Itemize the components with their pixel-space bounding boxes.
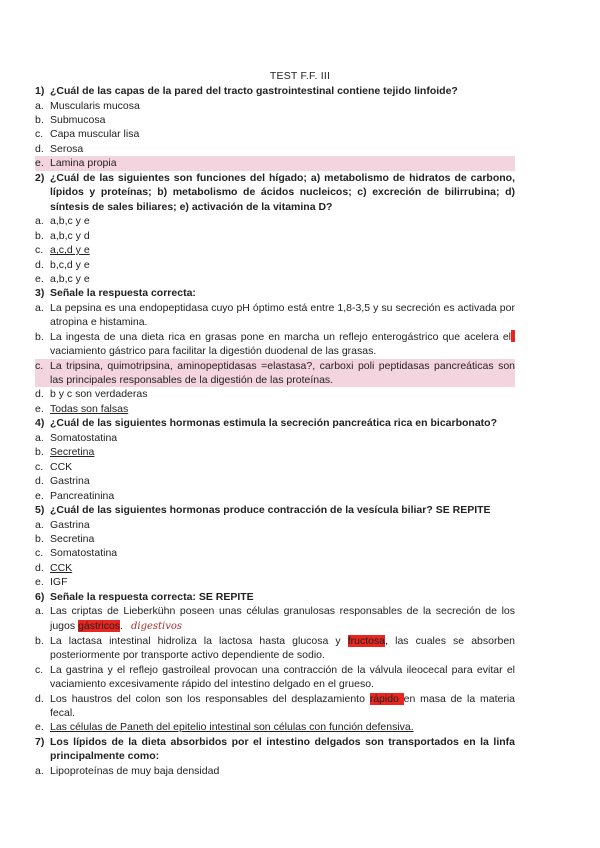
option-text: Secretina — [50, 446, 95, 459]
option-3e — [35, 402, 515, 416]
option-text: La tripsina, quimotripsina, aminopeptidasas =elastasa?, carboxi poli peptidasas pancreáticas son las principales responsables de la digestión de las proteínas. — [50, 359, 515, 387]
question-list — [35, 84, 515, 778]
option-6c — [35, 663, 515, 692]
option-text: CCK — [50, 561, 73, 574]
option-text — [50, 692, 515, 721]
option-4b — [35, 445, 515, 459]
option-4d — [35, 474, 515, 488]
question-7 — [35, 735, 515, 764]
option-2b — [35, 229, 515, 243]
option-letter: a. — [35, 431, 44, 444]
option-letter: e. — [35, 157, 44, 170]
option-1b — [35, 113, 515, 127]
question-text: Señale la respuesta correcta: SE REPITE — [50, 590, 254, 603]
question-text: ¿Cuál de las siguientes hormonas estimula la secreción pancreática rica en bicarbonato? — [50, 417, 497, 430]
option-text: Pancreatinina — [50, 489, 115, 502]
option-5c — [35, 546, 515, 560]
question-text: ¿Cuál de las siguientes son funciones del hígado; a) metabolismo de hidratos de carbono, lípidos y proteínas; b) metabolismo de ácidos nucleicos; c) excreción de bilirrubina; d) síntesis de sales biliares; e) activación de la vitamina D? — [50, 171, 515, 213]
option-3c — [35, 359, 515, 388]
option-letter: d. — [35, 388, 44, 401]
option-text-part: Las criptas de Lieberkühn poseen unas células granulosas responsables de la secreción de los jugos — [50, 605, 515, 632]
option-5a — [35, 518, 515, 532]
question-number: 3) — [35, 287, 45, 300]
option-text: La gastrina y el reflejo gastroileal provocan una contracción de la válvula ileocecal para evitar el vaciamiento excesivamente rápido del intestino delgado en el grueso. — [50, 663, 515, 691]
option-text: Gastrina — [50, 518, 90, 531]
question-number: 6) — [35, 590, 45, 603]
question-text: Los lípidos de la dieta absorbidos por el intestino delgados son transportados en la linfa principalmente como: — [50, 735, 515, 763]
option-4a — [35, 431, 515, 445]
option-text: Submucosa — [50, 114, 106, 126]
option-text-part: La lactasa intestinal hidroliza la lactosa hasta glucosa y — [50, 634, 348, 647]
question-number: 5) — [35, 503, 45, 516]
option-letter: a. — [35, 99, 44, 112]
option-letter: d. — [35, 258, 44, 271]
handwritten-note: digestivos — [130, 620, 183, 632]
option-1c — [35, 127, 515, 141]
option-text: b,c,d y e — [50, 258, 90, 271]
option-6b — [35, 634, 515, 663]
option-2d — [35, 258, 515, 272]
option-text-part: Los haustros del colon son los responsables del desplazamiento — [50, 692, 370, 705]
question-6 — [35, 590, 515, 605]
option-letter: d. — [35, 475, 44, 488]
option-6e — [35, 720, 515, 734]
question-number: 1) — [35, 85, 45, 97]
red-mark — [511, 330, 515, 342]
question-1 — [35, 84, 515, 99]
option-letter: d. — [35, 692, 44, 705]
highlighted-word: rápido — [369, 692, 404, 705]
highlighted-word: fructosa — [347, 634, 386, 647]
question-3 — [35, 286, 515, 301]
option-4c — [35, 460, 515, 474]
option-text: b y c son verdaderas — [50, 388, 148, 401]
option-text: Serosa — [50, 142, 84, 155]
question-4 — [35, 416, 515, 431]
option-7a — [35, 764, 515, 778]
option-text: La pepsina es una endopeptidasa cuyo pH óptimo está entre 1,8-3,5 y su secreción es activada por atropina e histamina. — [50, 302, 515, 329]
option-text: Gastrina — [50, 475, 90, 488]
option-4e — [35, 489, 515, 503]
option-letter: b. — [35, 229, 44, 242]
option-letter: c. — [35, 460, 44, 473]
option-3a — [35, 301, 515, 330]
option-letter: c. — [35, 663, 44, 676]
option-3d — [35, 387, 515, 401]
option-text-part: . — [120, 619, 123, 632]
option-letter: c. — [35, 244, 44, 257]
option-letter: a. — [35, 302, 44, 315]
option-letter: e. — [35, 489, 44, 502]
question-number: 7) — [35, 735, 45, 748]
option-text: a,b,c y d — [50, 229, 90, 242]
option-2c — [35, 243, 515, 257]
option-text: Secretina — [50, 532, 95, 545]
question-text: Señale la respuesta correcta: — [50, 287, 196, 300]
option-text: a,b,c y e — [50, 215, 90, 228]
option-text — [50, 634, 515, 663]
option-letter: e. — [35, 576, 44, 589]
question-text: ¿Cuál de las capas de la pared del tracto gastrointestinal contiene tejido linfoide? — [50, 85, 458, 97]
option-text-wrap — [50, 330, 511, 359]
option-text: IGF — [50, 576, 68, 589]
option-text: Muscularis mucosa — [50, 99, 140, 112]
option-5b — [35, 532, 515, 546]
option-letter: a. — [35, 518, 44, 531]
option-letter: e. — [35, 721, 44, 734]
option-text: a,c,d y e — [50, 244, 90, 257]
option-2a — [35, 214, 515, 228]
option-6a — [35, 604, 515, 634]
option-1a — [35, 99, 515, 113]
option-letter: c. — [35, 128, 44, 141]
option-text: Somatostatina — [50, 547, 118, 560]
option-text: Lamina propia — [50, 157, 117, 170]
option-letter: a. — [35, 605, 44, 618]
option-6d — [35, 692, 515, 721]
option-letter: b. — [35, 114, 44, 126]
option-text-part: , las cuales se absorben posteriormente por transporte activo dependiente de sodio. — [50, 634, 515, 662]
option-text: Somatostatina — [50, 431, 118, 444]
option-text-part: en masa de la materia fecal. — [50, 692, 516, 719]
question-2 — [35, 171, 515, 215]
option-text — [50, 604, 515, 634]
option-text: CCK — [50, 460, 73, 473]
option-1d — [35, 142, 515, 156]
option-5e — [35, 575, 515, 589]
option-letter: c. — [35, 359, 44, 372]
option-letter: c. — [35, 547, 44, 560]
option-3b — [35, 330, 515, 359]
question-number: 2) — [35, 171, 45, 184]
option-letter: b. — [35, 446, 44, 459]
option-letter: a. — [35, 215, 44, 228]
option-text: Lipoproteínas de muy baja densidad — [50, 764, 220, 777]
option-letter: e. — [35, 273, 44, 286]
option-letter: e. — [35, 402, 44, 415]
option-text: Las células de Paneth del epitelio intestinal son células con función defensiva. — [50, 721, 414, 734]
option-1e — [35, 156, 515, 170]
option-text: Capa muscular lisa — [50, 128, 140, 141]
option-letter: d. — [35, 561, 44, 574]
option-letter: d. — [35, 142, 44, 155]
page-title: TEST F.F. III — [269, 70, 331, 82]
highlighted-word: gástricos — [78, 619, 121, 632]
question-text: ¿Cuál de las siguientes hormonas produce contracción de la vesícula biliar? SE REPITE — [50, 503, 491, 516]
option-letter: a. — [35, 764, 44, 777]
option-letter: b. — [35, 532, 44, 545]
question-number: 4) — [35, 417, 45, 430]
option-letter: b. — [35, 330, 44, 343]
option-5d — [35, 561, 515, 575]
question-5 — [35, 503, 515, 518]
option-text: a,b,c y e — [50, 273, 90, 286]
option-text: La ingesta de una dieta rica en grasas pone en marcha un reflejo enterogástrico que acelera el vaciamiento gástrico para facilitar la digestión duodenal de las grasas. — [50, 330, 511, 358]
option-2e — [35, 272, 515, 286]
option-text: Todas son falsas — [50, 402, 129, 415]
option-letter: b. — [35, 634, 44, 647]
